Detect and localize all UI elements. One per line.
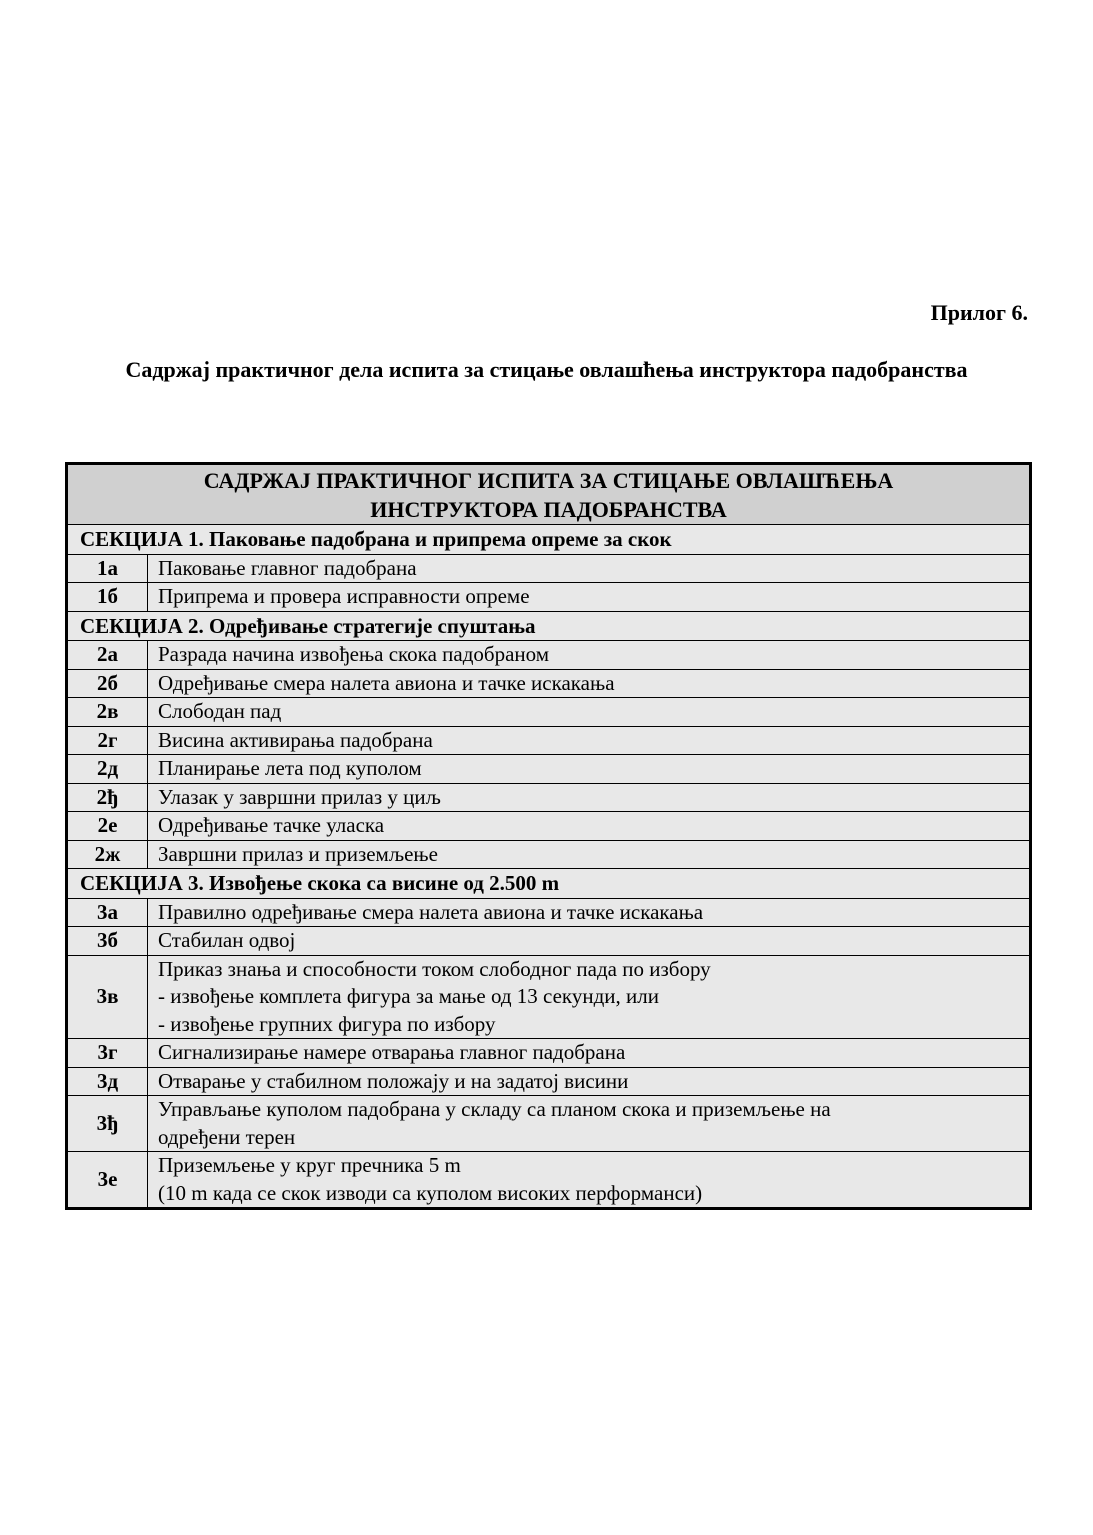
table-heading-line-2: ИНСТРУКТОРА ПАДОБРАНСТВА [370,497,727,522]
table-row [67,783,1031,812]
item-code: 3б [67,927,148,956]
item-description [148,583,1031,612]
item-code: 3в [67,955,148,1039]
item-code: 2ђ [67,783,148,812]
item-description-line: - извођење комплета фигура за мање од 13 секунди, или [158,984,659,1008]
item-description [148,955,1031,1039]
item-description [148,898,1031,927]
item-description-line: Управљање куполом падобрана у складу са планом скока и приземљење на [158,1097,831,1121]
table-heading-row [67,464,1031,525]
table-row [67,755,1031,784]
item-description [148,1152,1031,1209]
item-description [148,698,1031,727]
section-header-row [67,869,1031,899]
item-description-line: Правилно одређивање смера налета авиона и тачке искакања [158,899,704,924]
table-row [67,1096,1031,1152]
table-row [67,1067,1031,1096]
table-row [67,583,1031,612]
item-description-line: - извођење групних фигура по избору [158,1011,496,1036]
table-row [67,840,1031,869]
item-description-line: Висина активирања падобрана [158,727,433,752]
item-description-line: Отварање у стабилном положају и на задатој висини [158,1068,629,1093]
item-description [148,1039,1031,1068]
item-code: 2г [67,726,148,755]
item-code: 2а [67,641,148,670]
section-header-row [67,611,1031,641]
item-description [148,755,1031,784]
table-row [67,898,1031,927]
item-description-line: Слободан пад [158,699,282,723]
item-description [148,812,1031,841]
item-description [148,726,1031,755]
table-heading [67,464,1031,525]
item-description [148,669,1031,698]
table-row [67,812,1031,841]
item-description [148,927,1031,956]
table-heading-line-1: САДРЖАЈ ПРАКТИЧНОГ ИСПИТА ЗА СТИЦАЊЕ ОВЛАШЋЕЊА [203,468,894,493]
item-code: 3ђ [67,1096,148,1152]
table-row [67,927,1031,956]
table-row [67,1152,1031,1209]
item-code: 2ж [67,840,148,869]
table-row [67,669,1031,698]
item-description-line: Улазак у завршни прилаз у циљ [158,784,441,809]
item-description [148,641,1031,670]
item-description [148,1067,1031,1096]
section-title: СЕКЦИЈА 1. Паковање падобрана и припрема опреме за скок [67,525,1031,555]
item-description-line: Разрада начина извођења скока падобраном [158,642,550,666]
table-row [67,641,1031,670]
table-row [67,1039,1031,1068]
table-row [67,698,1031,727]
item-description [148,1096,1031,1152]
section-header-row [67,525,1031,555]
item-description-line: (10 m када се скок изводи са куполом високих перформанси) [158,1180,703,1205]
item-code: 3г [67,1039,148,1068]
item-description-line: Планирање лета под куполом [158,756,422,780]
item-code: 1а [67,554,148,583]
table-row [67,726,1031,755]
item-description-line: одређени терен [158,1124,296,1149]
section-title: СЕКЦИЈА 2. Одређивање стратегије спуштања [67,611,1031,641]
item-code: 2б [67,669,148,698]
item-code: 2в [67,698,148,727]
item-description-line: Завршни прилаз и приземљење [158,841,438,866]
item-code: 2е [67,812,148,841]
item-description-line: Одређивање тачке уласка [158,813,385,837]
item-description [148,840,1031,869]
item-code: 3а [67,898,148,927]
item-description [148,554,1031,583]
table-row [67,554,1031,583]
item-description-line: Приземљење у круг пречника 5 m [158,1153,461,1177]
item-code: 1б [67,583,148,612]
item-description-line: Приказ знања и способности током слободног пада по избору [158,956,711,981]
item-description-line: Стабилан одвој [158,928,296,952]
item-code: 2д [67,755,148,784]
item-description-line: Одређивање смера налета авиона и тачке искакања [158,670,615,695]
item-description-line: Паковање главног падобрана [158,555,417,580]
exam-content-table [65,462,1032,1210]
item-description [148,783,1031,812]
item-description-line: Припрема и провера исправности опреме [158,584,530,608]
table-row [67,955,1031,1039]
section-title: СЕКЦИЈА 3. Извођење скока са висине од 2.500 m [67,869,1031,899]
item-description-line: Сигнализирање намере отварања главног падобрана [158,1040,626,1064]
document-title: Садржај практичног дела испита за стицање овлашћења инструктора падобранства [125,357,968,382]
item-code: 3д [67,1067,148,1096]
item-code: 3е [67,1152,148,1209]
annex-label: Прилог 6. [930,300,1028,325]
